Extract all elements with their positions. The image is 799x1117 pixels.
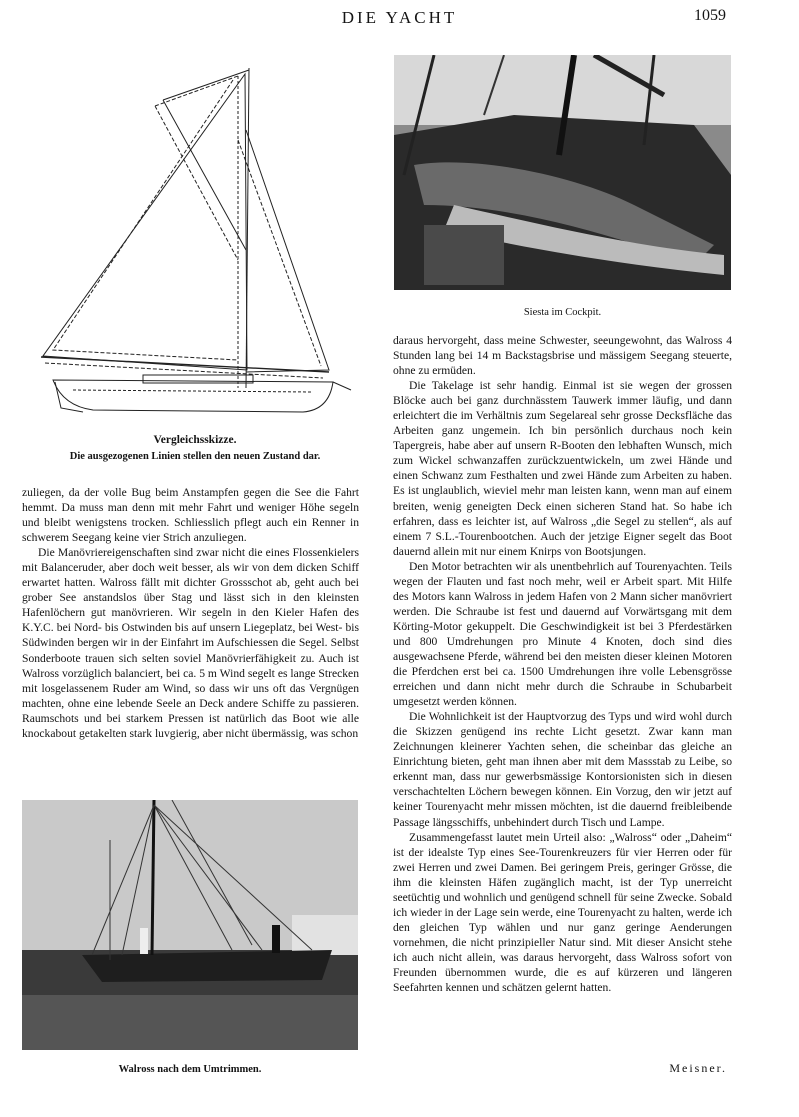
left-paragraph-1: zuliegen, da der volle Bug beim Anstampfen gegen die See die Fahrt hemmt. Da muss man denn mit mehr Fahrt und weniger Höhe segeln und bleibt wenigstens trocken. Schliesslich pflegt auch ein Renner in schwerem Seegang keine vier Strich anzuliegen. <box>22 486 359 545</box>
sail-plan-sketch <box>33 60 353 420</box>
author-signature: Meisner. <box>669 1061 727 1075</box>
sketch-caption <box>30 432 360 464</box>
right-paragraph-5: Zusammengefasst lautet mein Urteil also: „Walross“ oder „Daheim“ ist der idealste Typ eines See-Tourenkreuzers für vier Herren oder für zwei Herren und zwei Damen. Bei geringem Preis, geringer Grösse, die ihm die kleinsten Häfen zugänglich macht, ist der Typ unerreicht seetüchtig und wohnlich und genügend schnell für seine Zwecke. Sobald ich wieder in der Lage sein werde, eine Tourenyacht zu halten, werde ich den gleichen Typ wählen und nur ganz geringe Aenderungen vornehmen, die nicht prinzipieller Natur sind. Mit dieser Ansicht stehe ich auch nicht allein, was daraus hervorgeht, dass Walross sofort von Freunden übernommen wurde, die es auf kürzeren und längeren Seefahrten kennen und schätzen gelernt hatten. <box>393 830 732 995</box>
walross-caption: Walross nach dem Umtrimmen. <box>118 1064 262 1075</box>
right-paragraph-4: Die Wohnlichkeit ist der Hauptvorzug des Typs und wird wohl durch die Skizzen genügend ins rechte Licht gesetzt. Zwar kann man Zeichnungen kleinerer Yachten sehen, die scheinbar das gleiche an Einrichtung bieten, geht man ihnen aber mit dem Massstab zu Leibe, so erkennt man, dass nur gewerbsmässige Kontorsionisten sich in diesen verschachtelten Löchern bewegen können. Ein Vorzug, den wir jetzt auf keiner Tourenyacht mehr missen möchten, ist die dauernd freibleibende Passage längsschiffs, unbehindert durch Tisch und Lampe. <box>393 710 732 829</box>
right-paragraph-2: Die Takelage ist sehr handig. Einmal ist sie wegen der grossen Blöcke auch bei ganz durchnässtem Tauwerk immer läufig, und dann erleichtert die im Verhältnis zum Segelareal sehr grosse Decksfläche das Arbeiten ganz ungemein. Ich bin persönlich durchaus noch kein Tapergreis, habe aber auf unsern R-Booten den lebhaften Wunsch, mich zum Wickel schwanzaffen zurückzuentwickeln, um zwei Hände und einen Schwanz zum Festhalten und zwei Hände zum Arbeiten zu haben. Es ist unglaublich, wieviel mehr man leisten kann, wenn man auf einem breiten, wenig geneigten Deck einen sicheren Stand hat. So habe ich erfahren, dass es leichter ist, auf Walross „die Segel zu stellen“, als auf einem 7 S.L.-Tourenbootchen. Auch der jetzige Eigner segelt das Boot dauernd allein mit nur einem Knirps von Bootsjungen. <box>393 379 732 558</box>
right-paragraph-1: daraus hervorgeht, dass meine Schwester, seeungewohnt, das Walross 4 Stunden lang bei 14 m Backstagsbrise und mässigem Seegang steuerte, ohne zu ermüden. <box>393 334 732 378</box>
sketch-caption-title: Vergleichsskizze. <box>153 434 237 446</box>
running-head-title: DIE YACHT <box>341 8 458 27</box>
right-column-text <box>393 333 732 995</box>
walross-photo <box>22 800 358 1050</box>
cockpit-photo <box>394 55 731 290</box>
sketch-caption-subtitle: Die ausgezogenen Linien stellen den neuen Zustand dar. <box>69 450 321 462</box>
cockpit-caption: Siesta im Cockpit. <box>523 307 602 318</box>
cockpit-photo-image <box>394 55 731 290</box>
page-number: 1059 <box>694 7 726 24</box>
walross-photo-image <box>22 800 358 1050</box>
left-paragraph-2: Die Manövriereigenschaften sind zwar nicht die eines Flossenkielers mit Balanceruder, aber doch weit besser, als wir von dem dicken Schiff erwartet hatten. Walross fällt mit dichter Grossschot ab, geht auch bei grober See anstandslos über Stag und lässt sich in den kleinsten Hafenlöchern gut manövrieren. Wir segeln in den Kieler Hafen des K.Y.C. bei Nord- bis Ostwinden bis auf unsern Liegeplatz, bei West- bis Südwinden bergen wir in der Einfahrt im Aufschiessen die Segel. Selbst Sonderboote trauen sich selten soviel Manövrierfähigkeit zu. Auch ist Walross vorzüglich balanciert, bei ca. 5 m Wind segelt es lange Strecken mit losgelassenem Ruder am Wind, so dass wir uns oft das Vergnügen machten, ohne eine lebende Seele an Deck andere Schiffe zu passieren. Raumschots und bei starkem Pressen ist natürlich das Boot wie alle knockabout getakelten stark luvgierig, aber nicht übermässig, was schon <box>22 546 359 740</box>
left-column-text <box>22 485 359 741</box>
right-paragraph-3: Den Motor betrachten wir als unentbehrlich auf Tourenyachten. Teils wegen der Flauten und fast noch mehr, weil er Arbeit spart. Mit Hilfe des Motors kann Walross in jedem Hafen von 2 Mann sicher manövriert werden. Die Schraube ist fest und dauernd auf Vorwärtsgang mit dem Körting-Motor gekuppelt. Die Geschwindigkeit ist bei 3 Pferdestärken und 800 Umdrehungen pro Minute 4 Knoten, doch sind dies ausgewachsene Pferde, während bei den meisten dieser kleinen Motoren die Pferdchen erst bei ca. 1500 Umdrehungen ihre volle Lebensgrösse erreichen und dann nicht mehr durch die Schraube in Schubarbeit umgesetzt werden können. <box>393 559 732 709</box>
